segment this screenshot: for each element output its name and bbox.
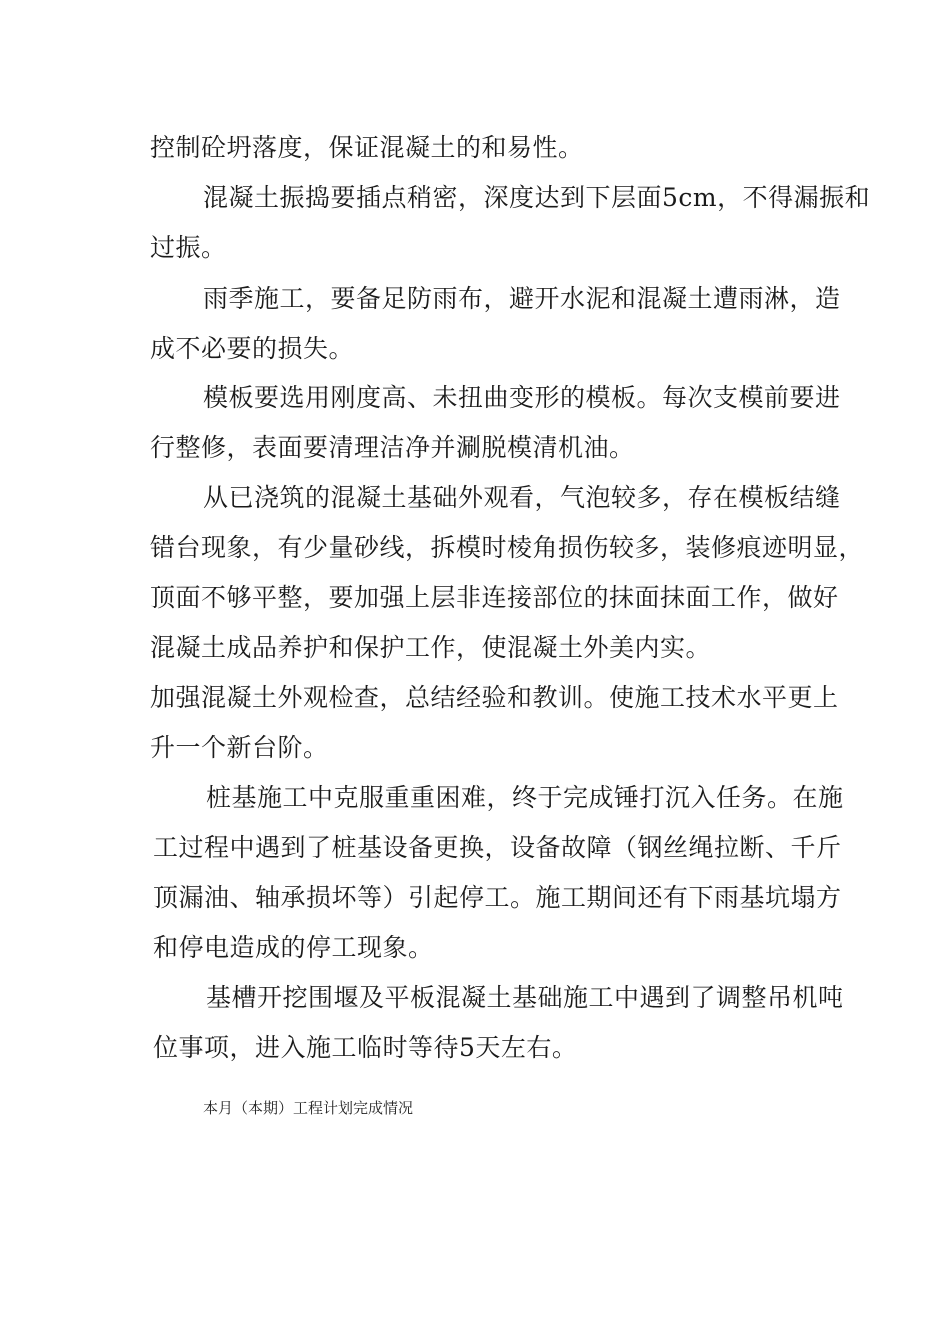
- paragraph-line: 过振。: [150, 233, 227, 262]
- paragraph-line: 控制砼坍落度，保证混凝土的和易性。: [150, 133, 584, 162]
- paragraph-line: 和停电造成的停工现象。: [153, 933, 434, 962]
- paragraph-line: 基槽开挖围堰及平板混凝土基础施工中遇到了调整吊机吨: [206, 983, 844, 1012]
- paragraph-line: 顶漏油、轴承损坏等）引起停工。施工期间还有下雨基坑塌方: [153, 883, 842, 912]
- paragraph-line: 顶面不够平整，要加强上层非连接部位的抹面抹面工作，做好: [150, 583, 839, 612]
- paragraph-line: 模板要选用刚度高、未扭曲变形的模板。每次支模前要进: [203, 383, 841, 412]
- paragraph-line: 混凝土成品养护和保护工作，使混凝土外美内实。: [150, 633, 712, 662]
- paragraph-line: 成不必要的损失。: [150, 334, 355, 363]
- section-caption: 本月（本期）工程计划完成情况: [203, 1099, 414, 1117]
- paragraph-line: 加强混凝土外观检查，总结经验和教训。使施工技术水平更上: [150, 683, 839, 712]
- paragraph-line: 升一个新台阶。: [150, 733, 329, 762]
- paragraph-line: 位事项，进入施工临时等待5天左右。: [153, 1033, 578, 1062]
- paragraph-line: 桩基施工中克服重重困难，终于完成锤打沉入任务。在施: [206, 783, 844, 812]
- paragraph-line: 雨季施工，要备足防雨布，避开水泥和混凝土遭雨淋，造: [203, 284, 841, 313]
- paragraph-line: 工过程中遇到了桩基设备更换，设备故障（钢丝绳拉断、千斤: [153, 833, 842, 862]
- paragraph-line: 混凝土振捣要插点稍密，深度达到下层面5cm，不得漏振和: [203, 183, 871, 212]
- paragraph-line: 错台现象，有少量砂线，拆模时棱角损伤较多，装修痕迹明显，: [150, 533, 865, 562]
- paragraph-line: 从已浇筑的混凝土基础外观看，气泡较多，存在模板结缝: [203, 483, 841, 512]
- paragraph-line: 行整修，表面要清理洁净并涮脱模清机油。: [150, 433, 635, 462]
